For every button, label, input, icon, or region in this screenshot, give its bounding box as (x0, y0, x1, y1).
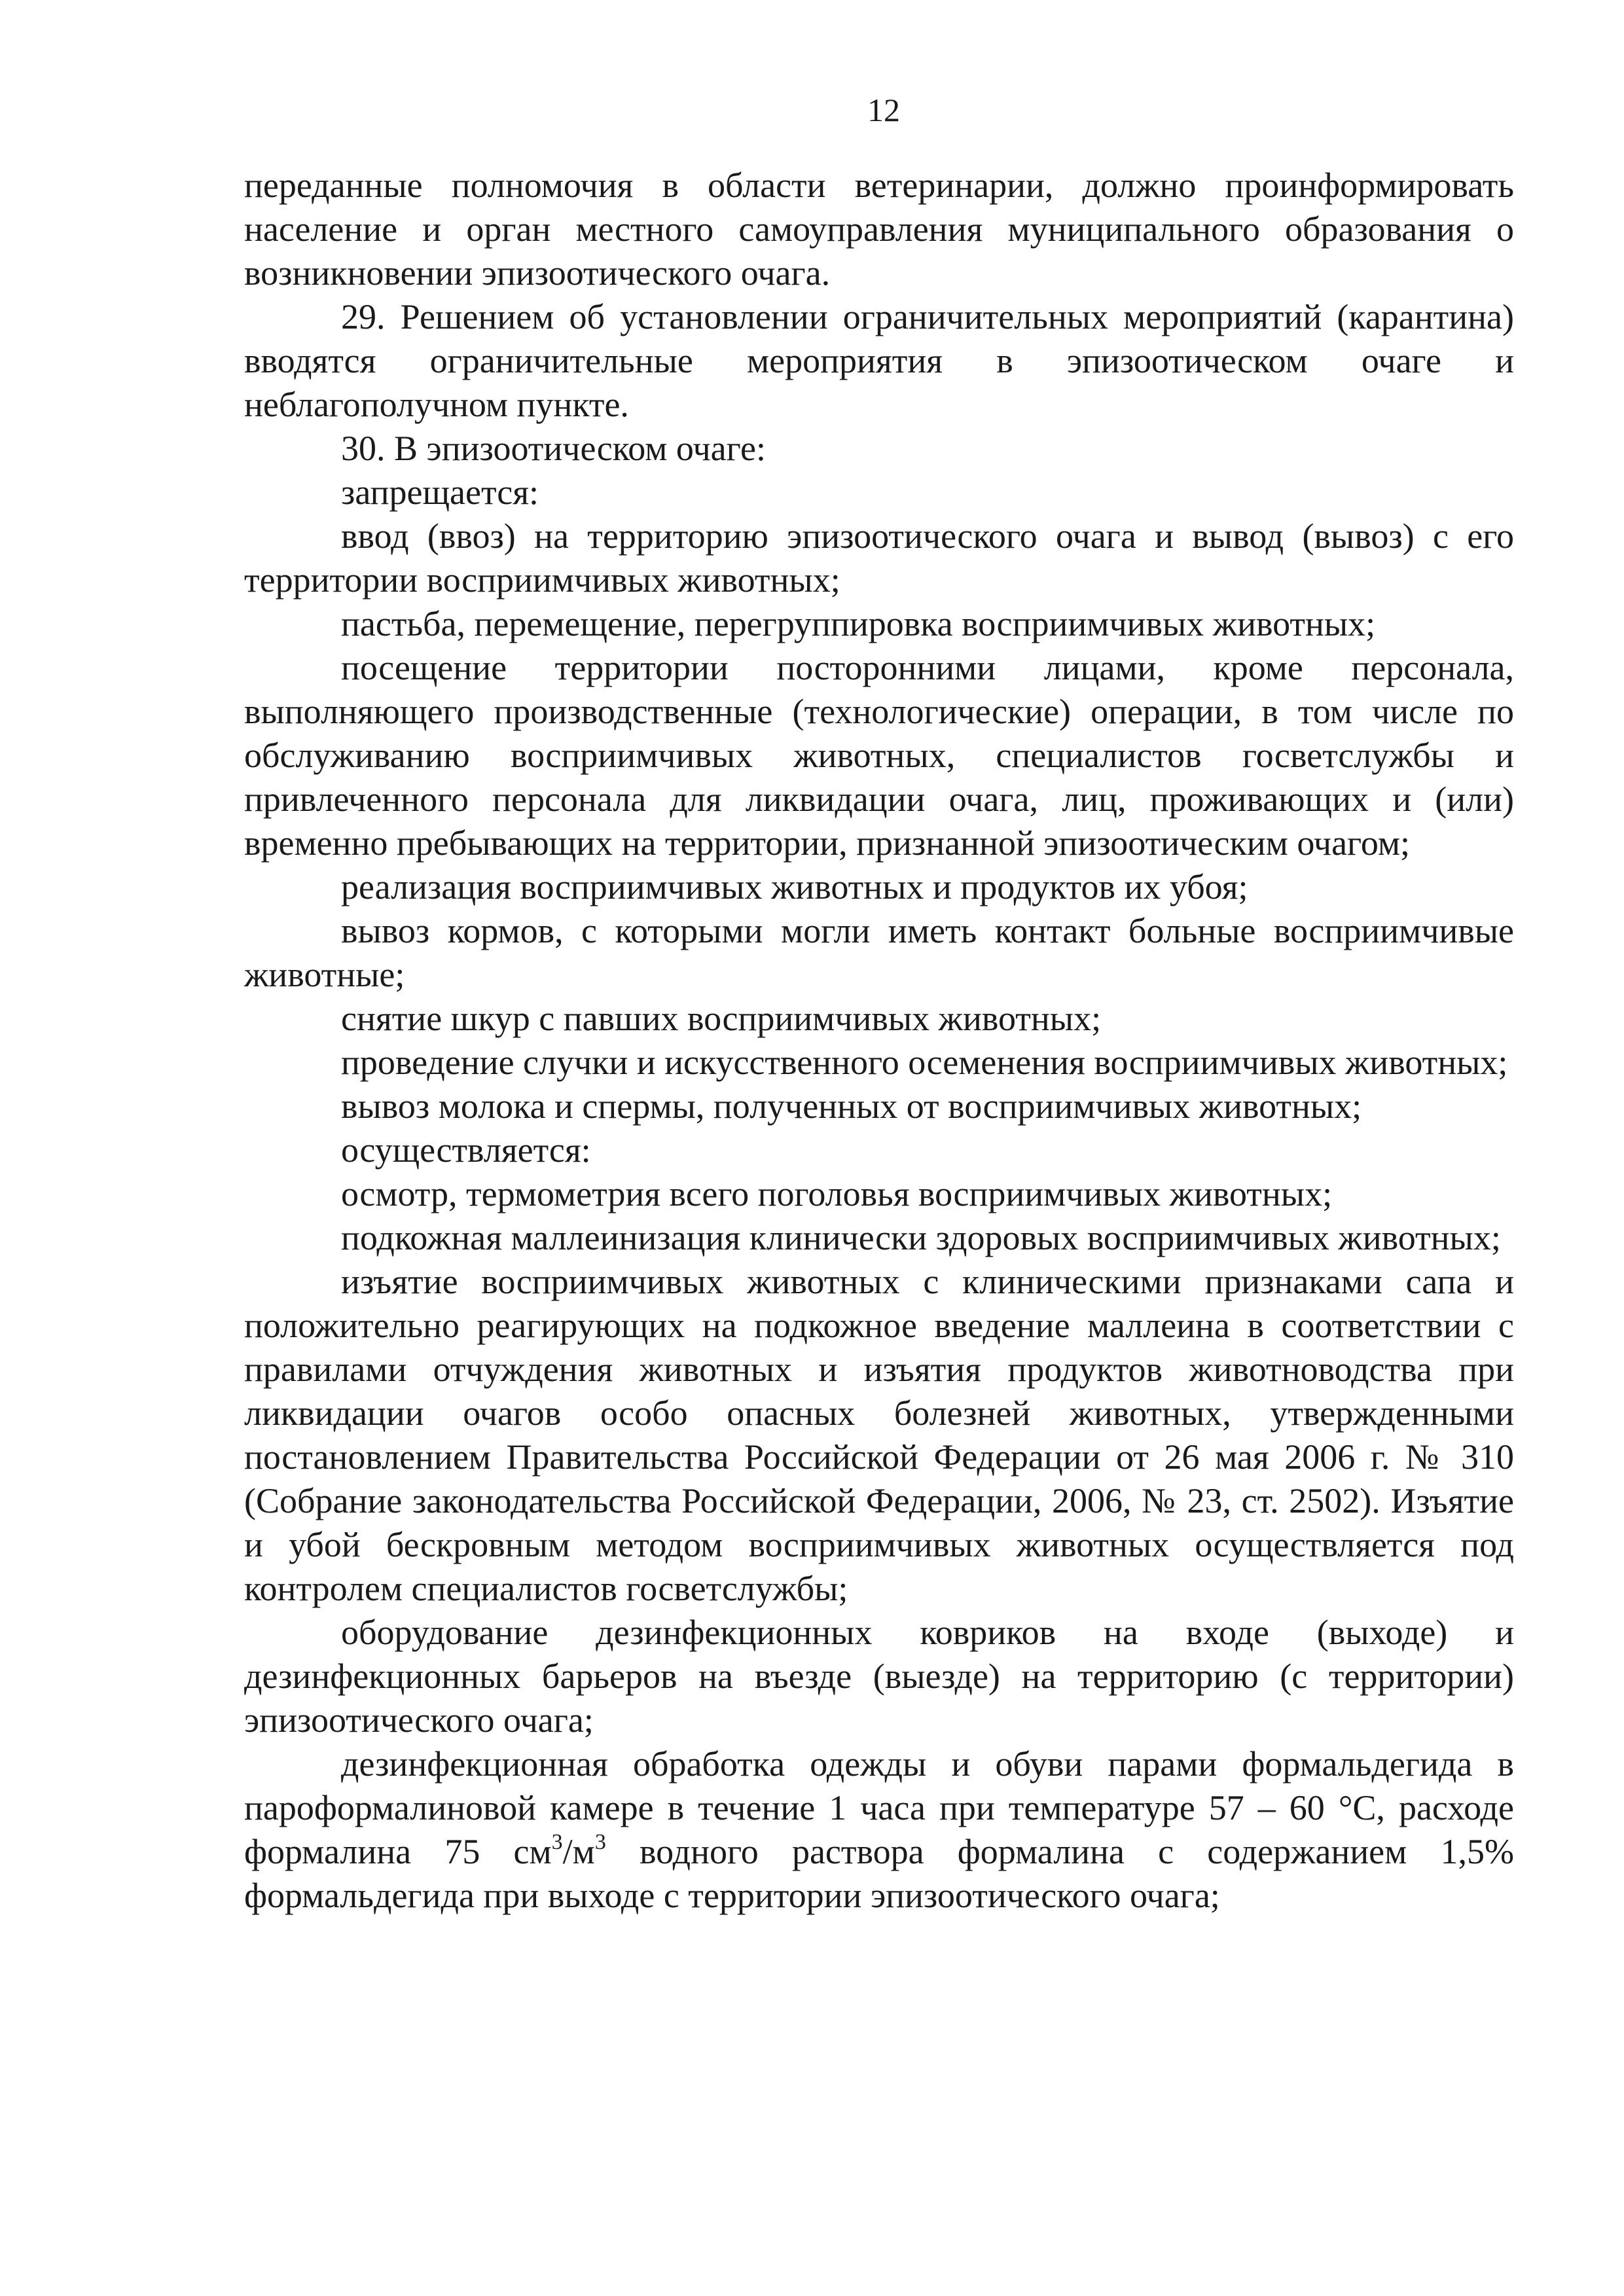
paragraph: осмотр, термометрия всего поголовья восприимчивых животных; (341, 1174, 1333, 1213)
paragraph: оборудование дезинфекционных ковриков на входе (выходе) и дезинфекционных барьеров на въезде (выезде) на территорию (с территории) эпизоотического очага; (244, 1613, 1514, 1740)
superscript: 3 (594, 1830, 606, 1854)
page-number: 12 (867, 92, 900, 128)
paragraph-text: /м (562, 1832, 595, 1871)
paragraph-text: водного раствора формалина с содержанием 1,5% формальдегида при выходе с территории эпизоотического очага; (244, 1832, 1514, 1915)
paragraph: изъятие восприимчивых животных с клиническими признаками сапа и положительно реагирующих на подкожное введение маллеина в соответствии с правилами отчуждения животных и изъятия продуктов животноводства при ликвидации очагов особо опасных болезней животных, утвержденными постановлением Правительства Российской Федерации от 26 мая 2006 г. № 310 (Собрание законодательства Российской Федерации, 2006, № 23, ст. 2502). Изъятие и убой бескровным методом восприимчивых животных осуществляется под контролем специалистов госветслужбы; (244, 1262, 1514, 1608)
paragraph: пастьба, перемещение, перегруппировка восприимчивых животных; (341, 604, 1376, 643)
paragraph: снятие шкур с павших восприимчивых животных; (341, 999, 1102, 1038)
document-body (244, 164, 1514, 1918)
paragraph: проведение случки и искусственного осеменения восприимчивых животных; (341, 1043, 1508, 1082)
paragraph: реализация восприимчивых животных и продуктов их убоя; (341, 867, 1248, 906)
superscript: 3 (551, 1830, 563, 1854)
paragraph-text: дезинфекционная обработка одежды и обуви парами формальдегида в пароформалиновой камере в течение 1 часа при температуре 57 – 60 °С, расходе формалина 75 см (244, 1744, 1514, 1871)
paragraph: переданные полномочия в области ветеринарии, должно проинформировать население и орган местного самоуправления муниципального образования о возникновении эпизоотического очага. (244, 166, 1514, 293)
paragraph: 30. В эпизоотическом очаге: (341, 429, 767, 468)
paragraph: подкожная маллеинизация клинически здоровых восприимчивых животных; (341, 1218, 1501, 1257)
paragraph: вывоз молока и спермы, полученных от восприимчивых животных; (341, 1086, 1362, 1126)
paragraph: ввод (ввоз) на территорию эпизоотического очага и вывод (вывоз) с его территории восприимчивых животных; (244, 516, 1514, 600)
paragraph: посещение территории посторонними лицами, кроме персонала, выполняющего производственные (технологические) операции, в том числе по обслуживанию восприимчивых животных, специалистов госветслужбы и привлеченного персонала для ликвидации очага, лиц, проживающих и (или) временно пребывающих на территории, признанной эпизоотическим очагом; (244, 648, 1514, 863)
paragraph: запрещается: (341, 473, 539, 512)
paragraph-disinfection (244, 1742, 1514, 1918)
paragraph: осуществляется: (341, 1130, 591, 1170)
paragraph: вывоз кормов, с которыми могли иметь контакт больные восприимчивые животные; (244, 911, 1514, 994)
paragraph: 29. Решением об установлении ограничительных мероприятий (карантина) вводятся ограничительные мероприятия в эпизоотическом очаге и неблагополучном пункте. (244, 297, 1514, 424)
